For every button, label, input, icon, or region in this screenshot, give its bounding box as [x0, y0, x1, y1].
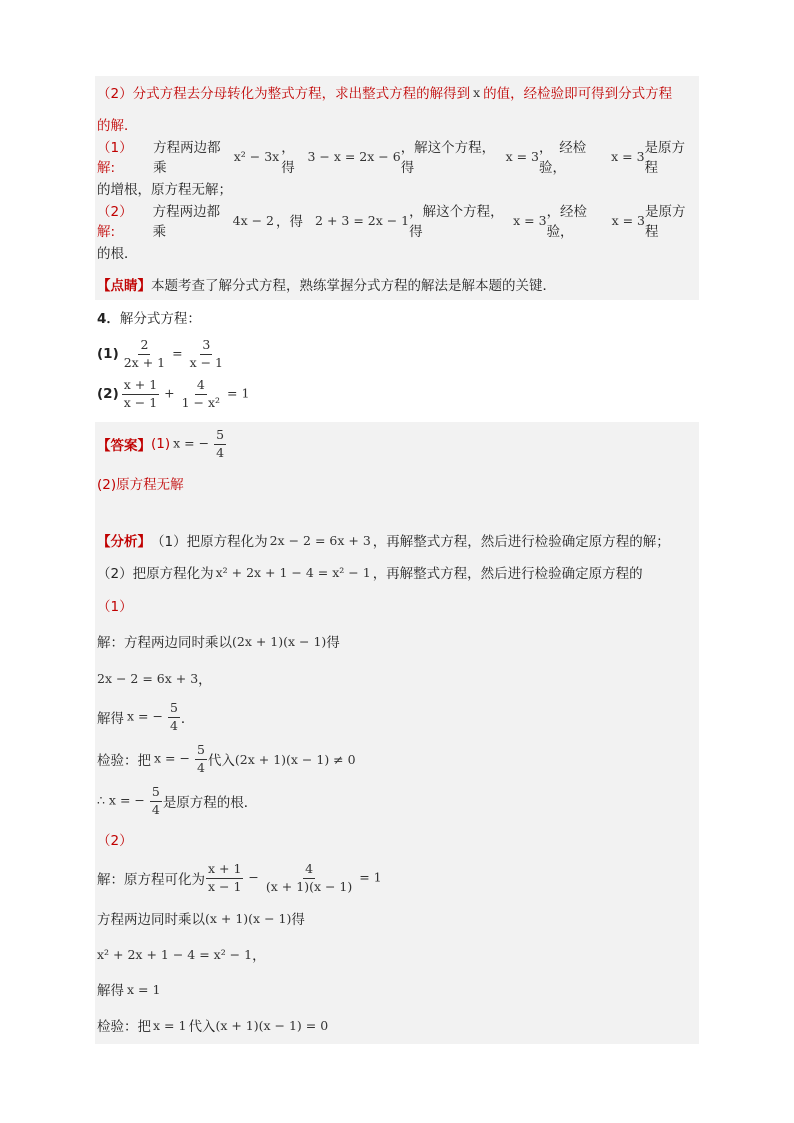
- solution-2-line: （2）解: 方程两边都乘 4x − 2 ，得 2 + 3 = 2x − 1 ，解这个方程，得 x = 3 ，经检验， x = 3 是原方程: [97, 204, 686, 240]
- detail-part-2-line-3: x² + 2x + 1 − 4 = x² − 1 ，: [97, 946, 266, 964]
- detail-part-2-line-2: 方程两边同时乘以 (x + 1)(x − 1) 得: [97, 910, 305, 928]
- detail-part-1-line-5: ∴ x = − $\frac{5}{4}$ 是原方程的根．: [97, 784, 258, 817]
- solution-2-line-cont: 的根．: [97, 246, 138, 262]
- detail-part-2-line-5: 检验：把 x = 1 代入 (x + 1)(x − 1) = 0: [97, 1017, 329, 1035]
- analysis-2-line-cont: 的解．: [97, 118, 138, 134]
- question-4: [95, 300, 699, 414]
- detail-part-1-line-1: 解：方程两边同时乘以 (2x + 1)(x − 1) 得: [97, 633, 340, 651]
- solution-1-line: （1）解: 方程两边都乘 x² − 3x ，得 3 − x = 2x − 6 ，解这个方程，得 x = 3 ， 经检验， x = 3 是原方程: [97, 140, 686, 176]
- detail-part-2-label: （2）: [97, 833, 133, 849]
- solution-1-line-cont: 的增根，原方程无解；: [97, 182, 232, 198]
- answer-line-1: 【答案】 (1) x = − $\frac{5}{4}$: [97, 427, 225, 460]
- detail-part-1-label: （1）: [97, 599, 133, 615]
- equation-1: $\frac{2}{2x + 1}$ = $\frac{3}{x - 1}$: [123, 337, 224, 370]
- question-4-part-2: (2) $\frac{x + 1}{x - 1}$ + $\frac{4}{\text{1 − x²}}$ = 1: [97, 377, 250, 410]
- detail-part-1-line-3: 解得 x = − $\frac{5}{4}$ ．: [97, 700, 195, 733]
- page-content: [95, 76, 699, 1044]
- question-4-part-1: (1) $\frac{2}{2x + 1}$ = $\frac{3}{x - 1}$: [95, 334, 699, 374]
- analysis-line-1: 【分析】 （1）把原方程化为 2x − 2 = 6x + 3 ，再解整式方程，然后进行检验确定原方程的解；: [97, 532, 670, 550]
- analysis-line-2: （2）把原方程化为 x² + 2x + 1 − 4 = x² − 1 ，再解整式方程，然后进行检验确定原方程的: [97, 564, 643, 582]
- answer-block: [95, 422, 699, 1044]
- question-4-title: 4． 解分式方程：: [97, 311, 201, 327]
- comment-line: 【点睛】 本题考查了解分式方程，熟练掌握分式方程的解法是解本题的关键．: [97, 278, 556, 294]
- previous-solution-block: [95, 76, 699, 300]
- analysis-2-line: （2） 分式方程去分母转化为整式方程，求出整式方程的解得到 x 的值，经检验即可得到分式方程: [97, 84, 673, 102]
- detail-part-1-line-4: 检验：把 x = − $\frac{5}{4}$ 代入 (2x + 1)(x − 1) ≠ 0: [97, 742, 356, 775]
- answer-line-2: (2)原方程无解: [97, 477, 184, 493]
- equation-2: $\frac{x + 1}{x - 1}$ + $\frac{4}{\text{1 − x²}}$ = 1: [123, 377, 250, 410]
- detail-part-1-line-2: 2x − 2 = 6x + 3 ，: [97, 670, 212, 688]
- detail-part-2-line-4: 解得 x = 1: [97, 981, 161, 999]
- detail-part-2-line-1: 解：原方程可化为 $\frac{x + 1}{x - 1}$ − $\frac{4}{(x + 1)(x - 1)}$ = 1: [97, 861, 382, 894]
